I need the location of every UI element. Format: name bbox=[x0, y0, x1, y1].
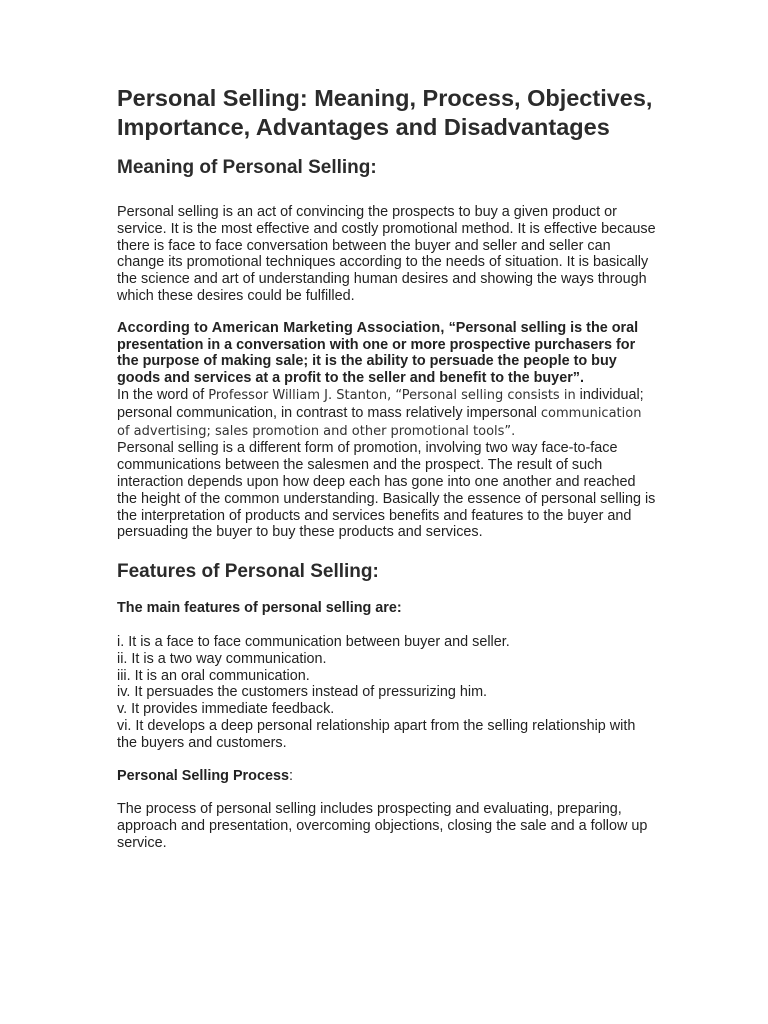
stanton-quote-part-1: “Personal selling consists in bbox=[391, 387, 576, 403]
list-item: vi. It develops a deep personal relationship apart from the selling relationship with the buyers and customers. bbox=[117, 717, 636, 751]
list-item: iii. It is an oral communication. bbox=[117, 667, 310, 684]
ama-lead: According to American Marketing Association, bbox=[117, 319, 445, 336]
process-paragraph: The process of personal selling includes prospecting and evaluating, preparing, approach and presentation, overcoming objections, closing the sale and a follow up service. bbox=[117, 801, 648, 851]
list-item: ii. It is a two way communication. bbox=[117, 650, 327, 667]
stanton-definition bbox=[117, 387, 657, 440]
meaning-paragraph-2: Personal selling is a different form of promotion, involving two way face-to-face communications between the salesmen and the prospect. The result of such interaction depends upon how deep each has gone into one another and reached the height of the common understanding. Basically the essence of personal selling is the interpretation of products and services benefits and features to the buyer and persuading the buyer to buy these products and services. bbox=[117, 440, 656, 541]
list-item: v. It provides immediate feedback. bbox=[117, 701, 335, 718]
document-page bbox=[117, 84, 657, 852]
stanton-intro: In the word of bbox=[117, 386, 209, 403]
list-item: iv. It persuades the customers instead of pressurizing him. bbox=[117, 684, 488, 701]
stanton-quote-part-2: individual; personal communication, in contrast to mass relatively impersonal bbox=[117, 386, 644, 421]
page-title: Personal Selling: Meaning, Process, Objectives, Importance, Advantages and Disadvantages bbox=[117, 85, 653, 140]
meaning-paragraph: Personal selling is an act of convincing the prospects to buy a given product or service. It is the most effective and costly promotional method. It is effective because there is face to face conversation between the buyer and seller and seller can change its promotional techniques according to the needs of situation. It is basically the science and art of understanding human desires and showing the ways through which these desires could be fulfilled. bbox=[117, 204, 656, 304]
meaning-heading: Meaning of Personal Selling: bbox=[117, 157, 377, 178]
process-heading bbox=[117, 768, 657, 785]
stanton-name: Professor William J. Stanton, bbox=[208, 387, 392, 403]
process-heading-label: Personal Selling Process bbox=[117, 767, 289, 784]
ama-quote: “Personal selling is the oral presentation in a conversation with one or more prospective purchasers for the purpose of making sale; it is the ability to persuade the people to buy goods and services at a profit to the seller and benefit to the buyer”. bbox=[117, 319, 639, 387]
process-heading-colon: : bbox=[288, 767, 293, 784]
ama-definition bbox=[117, 320, 657, 387]
features-intro: The main features of personal selling are: bbox=[117, 600, 402, 617]
features-list bbox=[117, 634, 657, 752]
features-heading: Features of Personal Selling: bbox=[117, 561, 379, 583]
stanton-quote-part-3: communication of advertising; sales promotion and other promotional tools”. bbox=[117, 405, 642, 439]
list-item: i. It is a face to face communication between buyer and seller. bbox=[117, 633, 510, 650]
